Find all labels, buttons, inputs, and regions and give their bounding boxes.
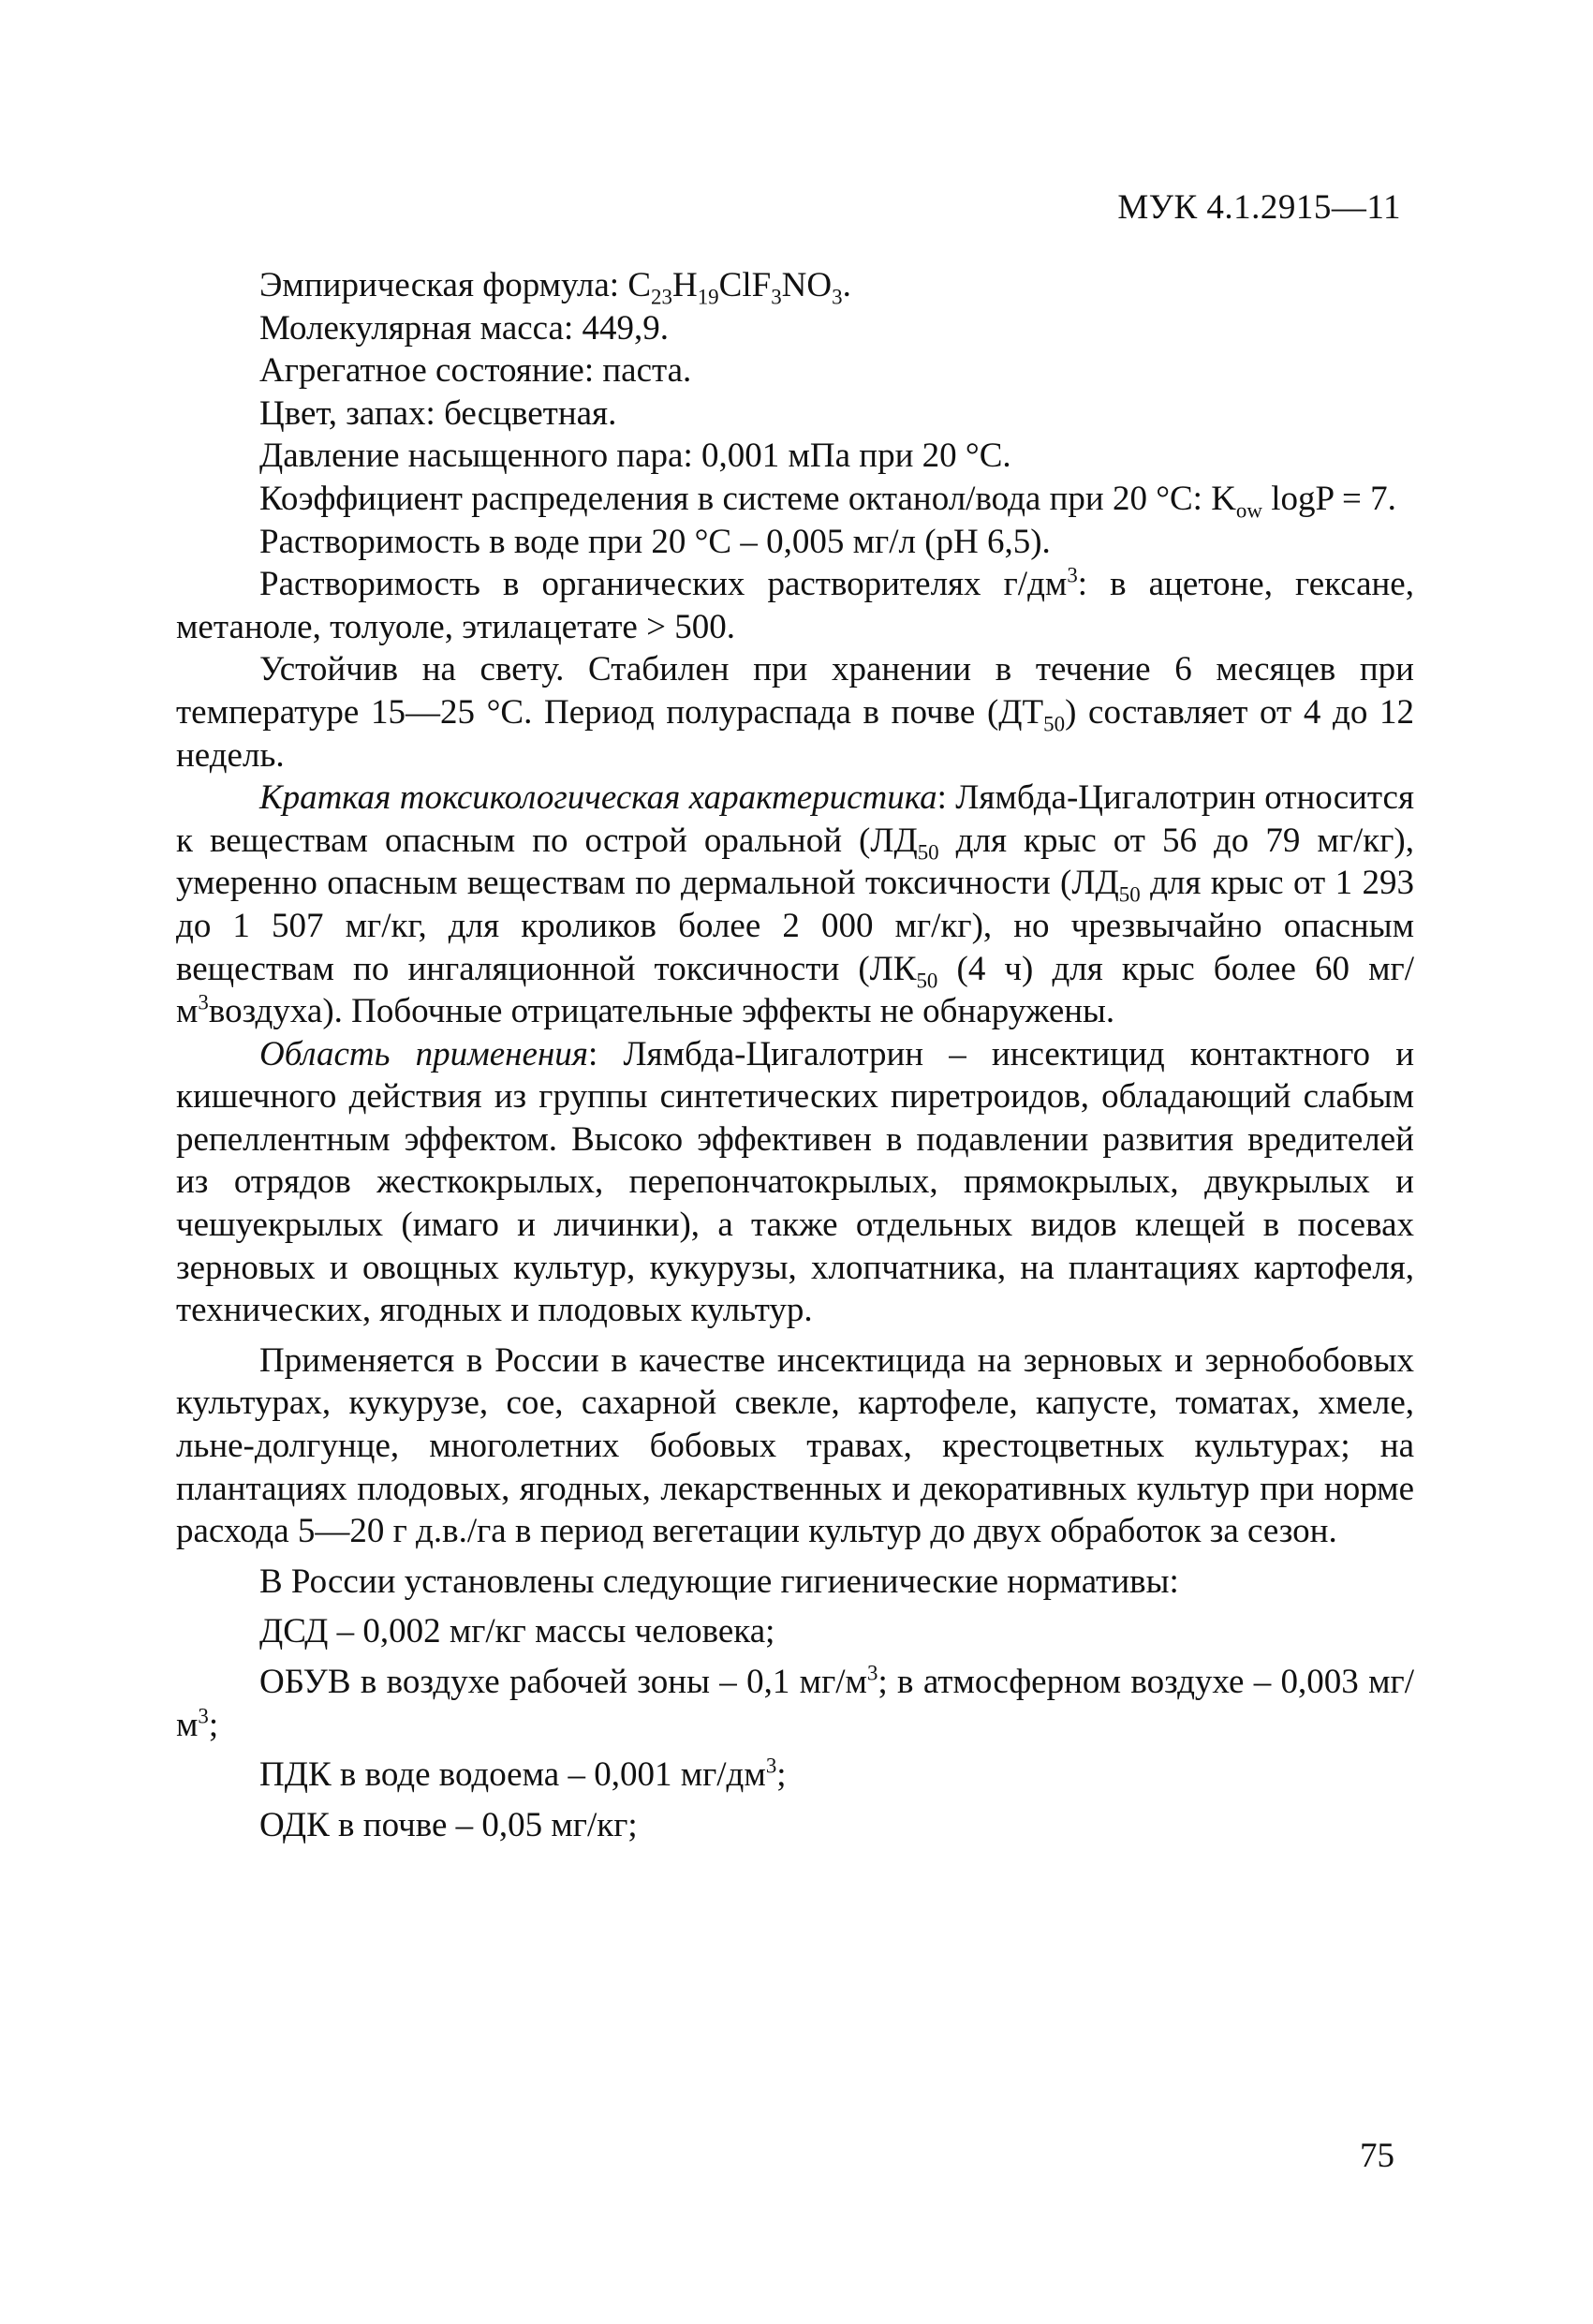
toxicology-paragraph: Краткая токсикологическая характеристика: Лямбда-Цигалотрин относится к веществам опасным по острой оральной ($ЛД_{50}$ для крыс от 56 до 79 мг/кг), умеренно опасным веществам по дермальной токсичности ($ЛД_{50}$ для крыс от 1 293 до 1 507 мг/кг, для кроликов более 2 000 мг/кг), но чрезвычайно опасным веществам по ингаляционной токсичности ($ЛК_{50}$ (4 ч) для крыс более 60 $мг/м^3воздуха$). Побочные отрицательные эффекты не обнаружены. (176, 778, 1415, 1031)
application-label: Область применения (259, 1034, 589, 1073)
norm-dsd: ДСД – 0,002 мг/кг массы человека; (259, 1612, 775, 1651)
norm-pdk: ПДК в воде водоема – 0,001 $мг/дм^3$; (259, 1754, 787, 1795)
molar-mass: Молекулярная масса: 449,9. (259, 308, 670, 348)
vapor-pressure: Давление насыщенного пара: 0,001 мПа при 20 °С. (259, 437, 1011, 476)
document-code-header: МУК 4.1.2915—11 (1117, 188, 1401, 227)
aggregate-state: Агрегатное состояние: паста. (259, 351, 692, 391)
color-smell: Цвет, запах: бесцветная. (259, 393, 617, 433)
norm-odk: ОДК в почве – 0,05 мг/кг; (259, 1805, 638, 1844)
application-paragraph: Область применения: Лямбда-Цигалотрин – инсектицид контактного и кишечного действия из группы синтетических пиретроидов, обладающий слабым репеллентным эффектом. Высоко эффективен в подавлении развития вредителей из отрядов жесткокрылых, перепончатокрылых, прямокрылых, двукрылых и чешуекрылых (имаго и личинки), а также отдельных видов клещей в посевах зерновых и овощных культур, кукурузы, хлопчатника, на плантациях картофеля, технических, ягодных и плодовых культур. (176, 1034, 1414, 1330)
organic-solubility: Растворимость в органических растворителях $г/дм^3$: в ацетоне, гексане, метаноле, толуоле, этилацетате > 500. (176, 563, 1414, 646)
toxicology-label: Краткая токсикологическая характеристика (259, 778, 937, 818)
water-solubility: Растворимость в воде при 20 °С – 0,005 мг/л (pH 6,5). (259, 522, 1051, 561)
partition-coefficient: Коэффициент распределения в системе октанол/вода при 20 °С: $K_{ow}$ logP = 7. (259, 479, 1396, 523)
norm-obuv: ОБУВ в воздухе рабочей зоны – 0,1 $мг/м^3$; в атмосферном воздухе – 0,003 $мг/м^3$; (176, 1661, 1414, 1744)
norms-intro: В России установлены следующие гигиенические нормативы: (259, 1562, 1179, 1601)
page-number: 75 (1360, 2137, 1394, 2175)
empirical-formula: Эмпирическая формула: $C_{23}H_{19}ClF_3NO_3$. (259, 266, 851, 309)
russia-use-paragraph: Применяется в России в качестве инсектицида на зерновых и зернобобовых культурах, кукурузе, сое, сахарной свекле, картофеле, капусте, томатах, хмеле, льне-долгунце, многолетних бобовых травах, крестоцветных культурах; на плантациях плодовых, ягодных, лекарственных и декоративных культур при норме расхода 5—20 г д.в./га в период вегетации культур до двух обработок за сезон. (176, 1340, 1414, 1551)
document-body (176, 264, 1414, 1846)
stability: Устойчив на свету. Стабилен при хранении в течение 6 месяцев при температуре 15—25 °С. Период полураспада в почве $(ДТ_{50})$ составляет от 4 до 12 недель. (176, 650, 1414, 775)
